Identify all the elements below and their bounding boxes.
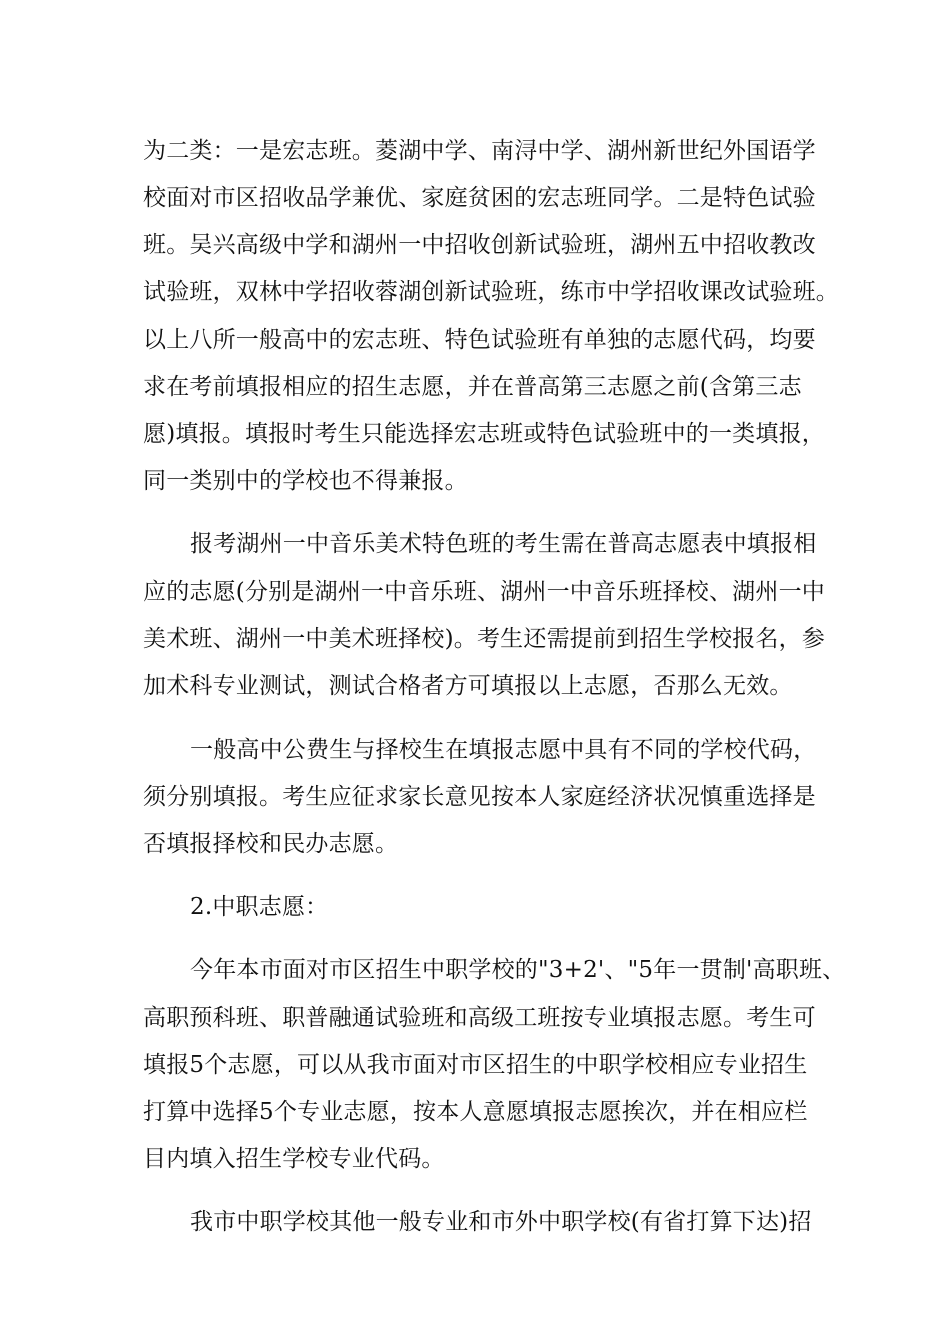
paragraph-first-line: 今年本市面对市区招生中职学校的"3+2'、"5年一贯制'高职班、 [190,957,846,983]
paragraph-first-line: 我市中职学校其他一般专业和市外中职学校(有省打算下达)招 [190,1209,812,1235]
text-line: 为二类：一是宏志班。菱湖中学、南浔中学、湖州新世纪外国语学 [143,138,816,164]
text-line: 同一类别中的学校也不得兼报。 [143,468,468,494]
text-line: 填报5个志愿，可以从我市面对市区招生的中职学校相应专业招生 [143,1052,808,1078]
text-line: 校面对市区招收品学兼优、家庭贫困的宏志班同学。二是特色试验 [143,185,816,211]
text-line: 目内填入招生学校专业代码。 [143,1146,445,1172]
text-line: 以上八所一般高中的宏志班、特色试验班有单独的志愿代码，均要 [143,327,816,353]
text-line: 班。吴兴高级中学和湖州一中招收创新试验班，湖州五中招收教改 [143,232,816,258]
paragraph-first-line: 一般高中公费生与择校生在填报志愿中具有不同的学校代码， [190,737,817,763]
text-line: 须分别填报。考生应征求家长意见按本人家庭经济状况慎重选择是 [143,784,816,810]
text-line: 愿)填报。填报时考生只能选择宏志班或特色试验班中的一类填报， [143,421,825,447]
text-line: 否填报择校和民办志愿。 [143,831,399,857]
text-line: 试验班，双林中学招收蓉湖创新试验班，练市中学招收课改试验班。 [143,279,839,305]
section-heading: 2.中职志愿： [190,894,329,920]
text-line: 加术科专业测试，测试合格者方可填报以上志愿，否那么无效。 [143,673,793,699]
paragraph-first-line: 报考湖州一中音乐美术特色班的考生需在普高志愿表中填报相 [190,531,817,557]
text-line: 打算中选择5个专业志愿，按本人意愿填报志愿挨次，并在相应栏 [143,1099,808,1125]
text-line: 高职预科班、职普融通试验班和高级工班按专业填报志愿。考生可 [143,1005,816,1031]
text-line: 美术班、湖州一中美术班择校)。考生还需提前到招生学校报名，参 [143,626,825,652]
text-line: 应的志愿(分别是湖州一中音乐班、湖州一中音乐班择校、湖州一中 [143,579,825,605]
text-line: 求在考前填报相应的招生志愿，并在普高第三志愿之前(含第三志 [143,374,802,400]
